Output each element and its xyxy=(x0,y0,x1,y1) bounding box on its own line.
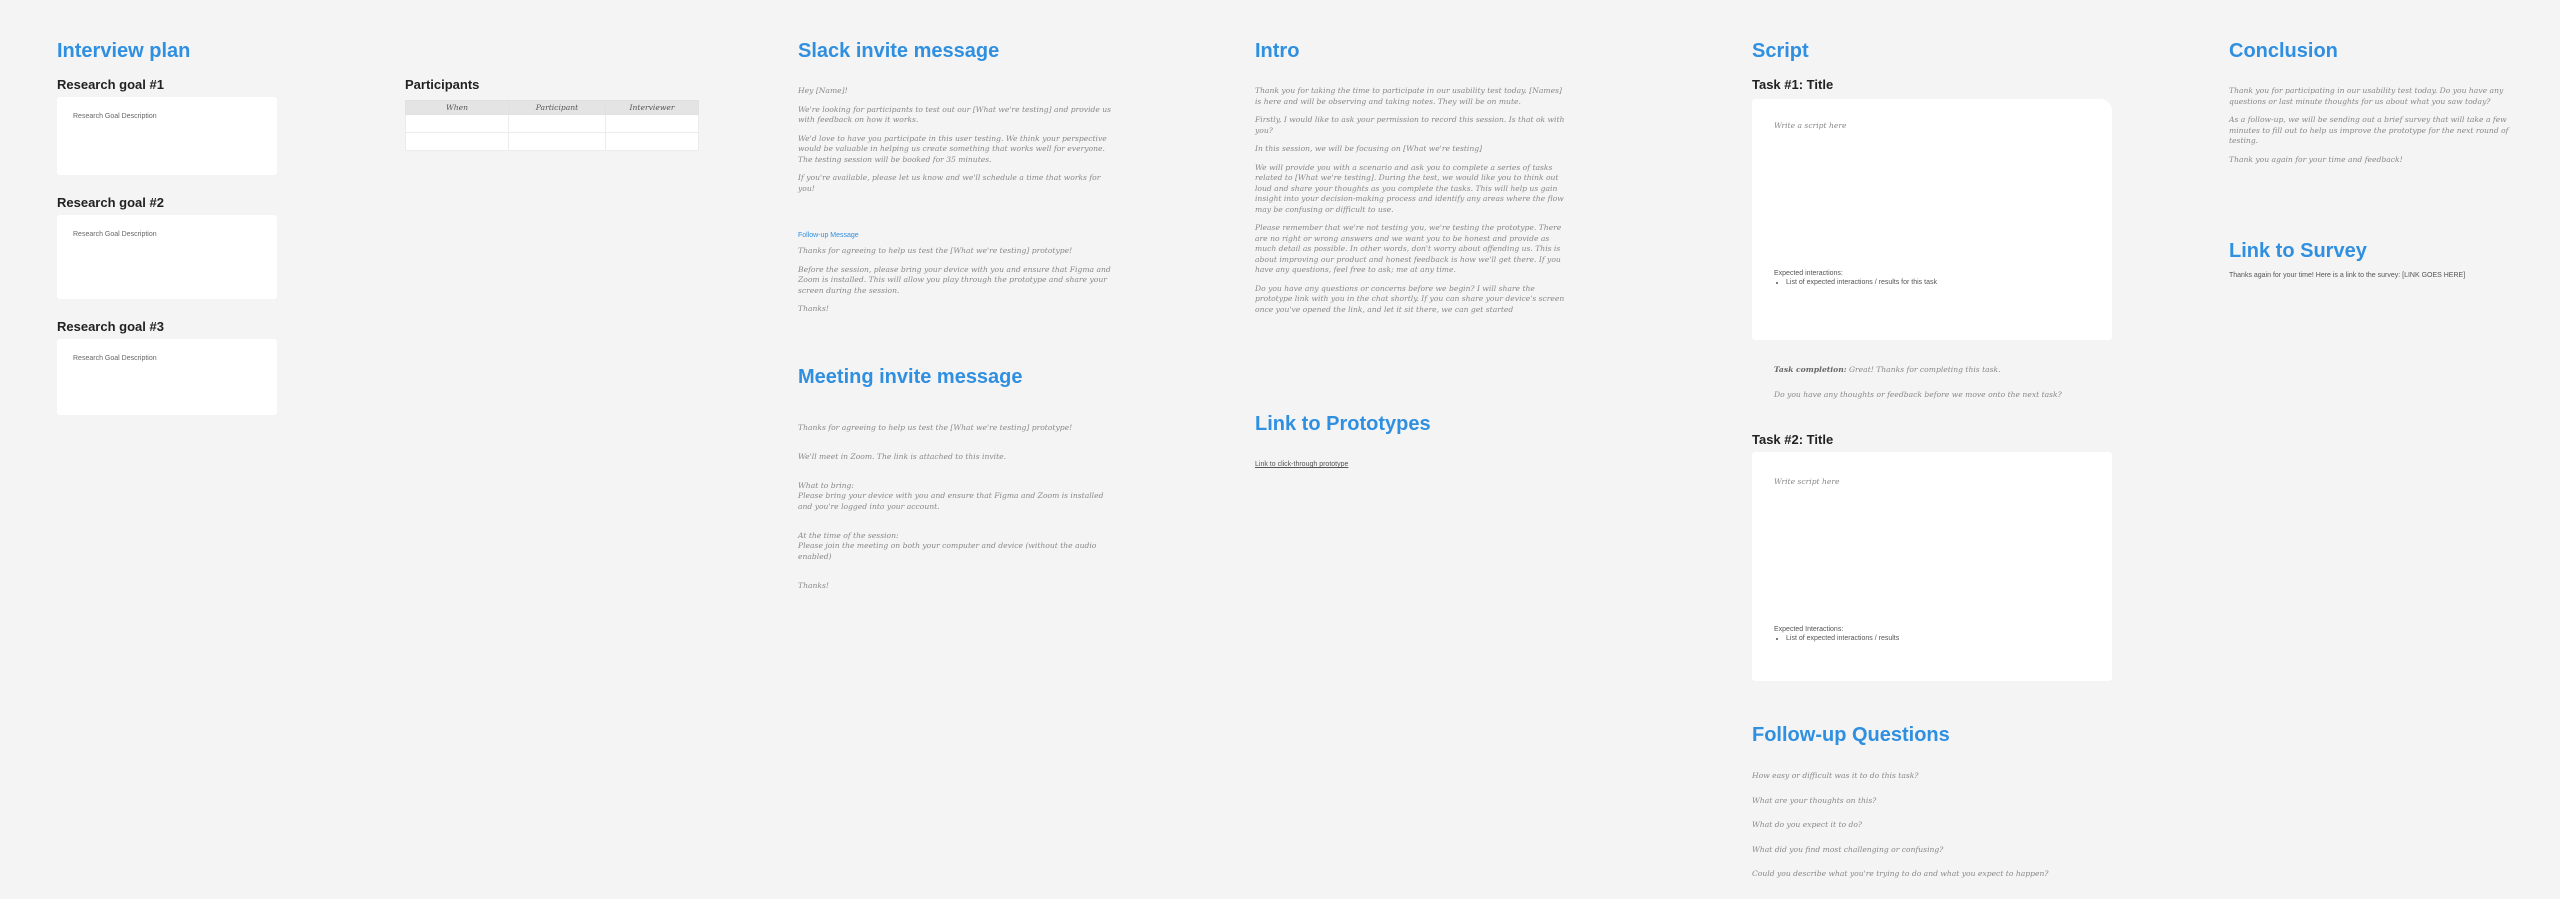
participants-title: Participants xyxy=(405,77,480,92)
survey-link-text[interactable]: Thanks again for your time! Here is a link to the survey: [LINK GOES HERE] xyxy=(2229,272,2466,279)
intro-paragraph: In this session, we will be focusing on [What we're testing] xyxy=(1255,144,1483,153)
meeting-invite-title: Meeting invite message xyxy=(798,366,1023,388)
task-1-expected-item: • List of expected interactions / results for this task xyxy=(1786,279,1937,286)
survey-link-title: Link to Survey xyxy=(2229,240,2367,262)
followup-questions-list xyxy=(1752,771,2112,894)
task-2-card[interactable] xyxy=(1752,452,2112,681)
task-2-expected-item: • List of expected interactions / results xyxy=(1786,635,1899,642)
participants-table xyxy=(405,100,699,151)
meeting-invite-body xyxy=(798,412,1118,610)
conclusion-body xyxy=(2229,86,2539,173)
meeting-invite-paragraph: At the time of the session: Please join the meeting on both your computer and device (without the audio enabled) xyxy=(798,530,1097,561)
task-1-expected xyxy=(1774,270,1937,286)
intro-paragraph: We will provide you with a scenario and ask you to complete a series of tasks related to [What we're testing]. During the test, we would like you to think out loud and share your thoughts as you complete the tasks. This will help us gain insight into your decision-making process and identify any areas where the flow may be confusing or difficult to use. xyxy=(1255,162,1564,214)
research-goal-3-description: Research Goal Description xyxy=(73,355,157,362)
research-goal-2-description: Research Goal Description xyxy=(73,231,157,238)
conclusion-paragraph: Thank you for participating in our usability test today. Do you have any questions or last minute thoughts for us about what you saw today? xyxy=(2229,86,2504,106)
task-completion-text: Great! Thanks for completing this task. xyxy=(1848,365,2001,374)
followup-paragraph: Thanks for agreeing to help us test the [What we're testing] prototype! xyxy=(798,246,1073,255)
prototype-link-title: Link to Prototypes xyxy=(1255,413,1431,435)
task-completion-label: Task completion: xyxy=(1774,365,1847,374)
table-row[interactable] xyxy=(406,115,699,133)
intro-paragraph: Please remember that we're not testing you, we're testing the prototype. There are no right or wrong answers and we want you to be honest and provide as much detail as possible. In other words, don't worry about offending us. This is about improving our product and honest feedback is how we'll get there. If you have any questions, feel free to ask; me at any time. xyxy=(1255,223,1562,274)
interview-plan-title: Interview plan xyxy=(57,40,191,62)
slack-invite-paragraph: Hey [Name]! xyxy=(798,86,848,95)
followup-message-label: Follow-up Message xyxy=(798,232,859,239)
task-2-expected-label: Expected Interactions: xyxy=(1774,626,1844,633)
meeting-invite-paragraph: Thanks! xyxy=(798,580,829,590)
research-goal-3-title: Research goal #3 xyxy=(57,319,164,334)
task-2-expected xyxy=(1774,626,1899,642)
meeting-invite-paragraph: We'll meet in Zoom. The link is attached to this invite. xyxy=(798,451,1007,461)
task-completion xyxy=(1774,365,2114,408)
conclusion-title: Conclusion xyxy=(2229,40,2338,62)
table-cell[interactable] xyxy=(406,115,509,133)
intro-paragraph: Firstly, I would like to ask your permission to record this session. Is that ok with you? xyxy=(1255,115,1565,135)
followup-message-body xyxy=(798,246,1118,323)
followup-questions-title: Follow-up Questions xyxy=(1752,724,1950,746)
table-cell[interactable] xyxy=(509,133,606,151)
research-goal-1-description: Research Goal Description xyxy=(73,113,157,120)
conclusion-paragraph: Thank you again for your time and feedback! xyxy=(2229,154,2403,164)
followup-paragraph: Before the session, please bring your device with you and ensure that Figma and Zoom is installed. This will allow you play through the prototype and share your screen during the session. xyxy=(798,264,1111,295)
task-1-script-placeholder[interactable]: Write a script here xyxy=(1774,121,1847,130)
task-1-expected-label: Expected interactions: xyxy=(1774,270,1843,277)
intro-paragraph: Do you have any questions or concerns before we begin? I will share the prototype link with you in the chat shortly. If you can share your device's screen once you've opened the link, and let it sit there, we can get started xyxy=(1255,283,1565,314)
research-goal-2-card[interactable] xyxy=(57,215,277,299)
intro-title: Intro xyxy=(1255,40,1300,62)
participants-col-interviewer: Interviewer xyxy=(606,101,699,115)
intro-paragraph: Thank you for taking the time to participate in our usability test today. [Names] is here and will be observing and taking notes. They will be on mute. xyxy=(1255,86,1562,106)
meeting-invite-paragraph: What to bring: Please bring your device with you and ensure that Figma and Zoom is installed and you're logged into your account. xyxy=(798,480,1104,511)
research-goal-1-card[interactable] xyxy=(57,97,277,175)
research-goal-3-card[interactable] xyxy=(57,339,277,415)
task-1-title: Task #1: Title xyxy=(1752,77,1834,92)
table-cell[interactable] xyxy=(606,133,699,151)
list-item: What are your thoughts on this? xyxy=(1752,795,1877,805)
task-completion-question: Do you have any thoughts or feedback before we move onto the next task? xyxy=(1774,389,2062,399)
research-goal-2-title: Research goal #2 xyxy=(57,195,164,210)
table-cell[interactable] xyxy=(406,133,509,151)
script-title: Script xyxy=(1752,40,1809,62)
conclusion-paragraph: As a follow-up, we will be sending out a brief survey that will take a few minutes to fill out to help us improve the prototype for the next round of testing. xyxy=(2229,115,2509,145)
followup-paragraph: Thanks! xyxy=(798,304,829,313)
intro-body xyxy=(1255,86,1570,323)
participants-col-participant: Participant xyxy=(509,101,606,115)
list-item: Could you describe what you're trying to do and what you expect to happen? xyxy=(1752,869,2049,878)
list-item: What do you expect it to do? xyxy=(1752,820,1862,829)
slack-invite-body xyxy=(798,86,1118,202)
table-row[interactable] xyxy=(406,133,699,151)
research-goal-1-title: Research goal #1 xyxy=(57,77,164,92)
table-cell[interactable] xyxy=(509,115,606,133)
list-item: How easy or difficult was it to do this task? xyxy=(1752,771,1919,780)
slack-invite-paragraph: We're looking for participants to test out our [What we're testing] and provide us with feedback on how it works. xyxy=(798,104,1112,124)
table-cell[interactable] xyxy=(606,115,699,133)
task-2-script-placeholder[interactable]: Write script here xyxy=(1774,477,1840,486)
list-item: What did you find most challenging or confusing? xyxy=(1752,844,1944,854)
task-1-card[interactable] xyxy=(1752,99,2112,340)
slack-invite-paragraph: If you're available, please let us know and we'll schedule a time that works for you! xyxy=(798,173,1101,193)
prototype-link[interactable]: Link to click-through prototype xyxy=(1255,461,1349,468)
task-2-title: Task #2: Title xyxy=(1752,432,1834,447)
meeting-invite-paragraph: Thanks for agreeing to help us test the [What we're testing] prototype! xyxy=(798,422,1073,432)
participants-col-when: When xyxy=(406,101,509,115)
slack-invite-title: Slack invite message xyxy=(798,40,1000,62)
slack-invite-paragraph: We'd love to have you participate in this user testing. We think your perspective would be valuable in helping us create something that works well for everyone. The testing session will be booked for 35 minutes. xyxy=(798,133,1107,164)
